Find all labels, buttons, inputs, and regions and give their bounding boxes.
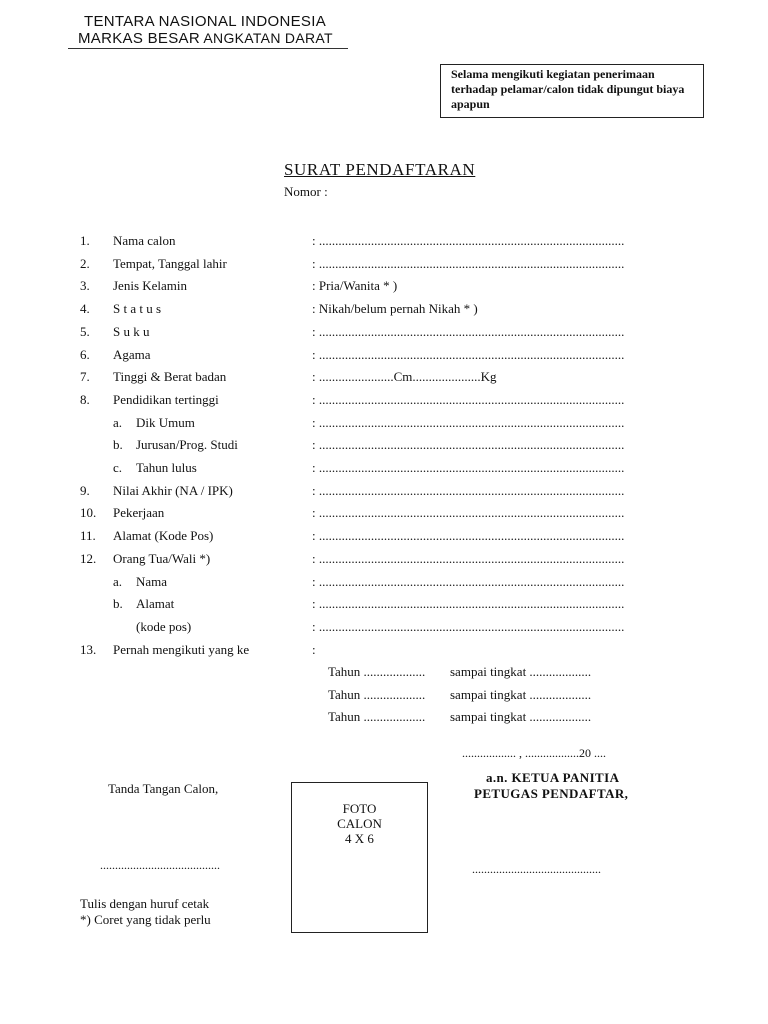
org-line2-part-b: ANGKATAN DARAT: [203, 30, 333, 46]
field-fill-line[interactable]: : ..............................................................................................: [312, 483, 625, 498]
field-fill-line[interactable]: : ..............................................................................................: [312, 392, 625, 407]
officer-title-line1: a.n. KETUA PANITIA: [486, 770, 620, 785]
field-fill-line[interactable]: : ..............................................................................................: [312, 324, 625, 339]
officer-signature-line: ...........................................: [472, 862, 601, 876]
field-number: 1.: [80, 233, 90, 248]
field-number: 7.: [80, 369, 90, 384]
org-name-line1: TENTARA NASIONAL INDONESIA: [84, 13, 327, 30]
field-fill-line[interactable]: : ..............................................................................................: [312, 347, 625, 362]
field-fill-line[interactable]: : ..............................................................................................: [312, 574, 625, 589]
header-divider: [68, 48, 348, 49]
field-number: 5.: [80, 324, 90, 339]
fee-notice-box: Selama mengikuti kegiatan penerimaan terhadap pelamar/calon tidak dipungut biaya apapun: [440, 64, 704, 118]
field-label: Dik Umum: [136, 415, 195, 430]
field-fill-line[interactable]: : ..............................................................................................: [312, 505, 625, 520]
field-sub-letter: b.: [113, 596, 123, 611]
field-sub-letter: b.: [113, 437, 123, 452]
field-number: 4.: [80, 301, 90, 316]
field-label: (kode pos): [136, 619, 192, 634]
document-number-label: Nomor :: [284, 184, 328, 199]
org-name-line2: [78, 30, 333, 47]
field-fill-line[interactable]: : ..............................................................................................: [312, 619, 625, 634]
field-label: Orang Tua/Wali *): [113, 551, 211, 566]
field-number: 6.: [80, 347, 90, 362]
photo-label-line2: CALON: [337, 816, 382, 831]
year-range-start[interactable]: Tahun ...................: [328, 687, 426, 702]
field-label: Pekerjaan: [113, 505, 165, 520]
year-range-level[interactable]: sampai tingkat ...................: [450, 709, 592, 724]
field-label: Tempat, Tanggal lahir: [113, 256, 227, 271]
field-number: 11.: [80, 528, 96, 543]
field-label: Alamat (Kode Pos): [113, 528, 214, 543]
field-label: Nama calon: [113, 233, 176, 248]
photo-placeholder-box: [291, 782, 428, 933]
field-number: 13.: [80, 642, 97, 657]
field-number: 9.: [80, 483, 90, 498]
field-fill-line[interactable]: : ..............................................................................................: [312, 437, 625, 452]
field-sub-letter: a.: [113, 415, 123, 430]
field-fill-line[interactable]: : ..............................................................................................: [312, 528, 625, 543]
officer-title-line2: PETUGAS PENDAFTAR,: [474, 786, 629, 801]
field-label: Pernah mengikuti yang ke: [113, 642, 250, 657]
field-fill-line[interactable]: : ..............................................................................................: [312, 596, 625, 611]
field-value[interactable]: :: [312, 642, 316, 657]
org-line2-part-a: MARKAS BESAR: [78, 30, 200, 47]
field-number: 2.: [80, 256, 90, 271]
field-number: 10.: [80, 505, 97, 520]
field-fill-line[interactable]: : ..............................................................................................: [312, 256, 625, 271]
field-label: S u k u: [113, 324, 150, 339]
field-label: Agama: [113, 347, 151, 362]
candidate-signature-line: ........................................: [100, 858, 220, 872]
field-value[interactable]: : .......................Cm.....................Kg: [312, 369, 497, 384]
field-label: Pendidikan tertinggi: [113, 392, 219, 407]
field-label: S t a t u s: [113, 301, 162, 316]
year-range-start[interactable]: Tahun ...................: [328, 709, 426, 724]
note-print-letters: Tulis dengan huruf cetak: [80, 896, 210, 911]
photo-label-line3: 4 X 6: [345, 831, 374, 846]
field-label: Tahun lulus: [136, 460, 197, 475]
field-label: Tinggi & Berat badan: [113, 369, 227, 384]
candidate-signature-label: Tanda Tangan Calon,: [108, 781, 219, 796]
field-fill-line[interactable]: : ..............................................................................................: [312, 233, 625, 248]
field-value[interactable]: : Pria/Wanita * ): [312, 278, 398, 293]
date-line: .................. , ..................20 ....: [462, 746, 606, 760]
photo-label-line1: FOTO: [342, 801, 377, 816]
year-range-start[interactable]: Tahun ...................: [328, 664, 426, 679]
field-fill-line[interactable]: : ..............................................................................................: [312, 415, 625, 430]
year-range-level[interactable]: sampai tingkat ...................: [450, 664, 592, 679]
field-number: 3.: [80, 278, 90, 293]
document-title: SURAT PENDAFTARAN: [284, 160, 476, 179]
field-label: Alamat: [136, 596, 175, 611]
year-range-level[interactable]: sampai tingkat ...................: [450, 687, 592, 702]
field-label: Jenis Kelamin: [113, 278, 188, 293]
field-label: Nilai Akhir (NA / IPK): [113, 483, 233, 498]
field-sub-letter: c.: [113, 460, 123, 475]
note-strike-unneeded: *) Coret yang tidak perlu: [80, 912, 211, 927]
field-value[interactable]: : Nikah/belum pernah Nikah * ): [312, 301, 478, 316]
field-number: 12.: [80, 551, 97, 566]
field-fill-line[interactable]: : ..............................................................................................: [312, 551, 625, 566]
field-sub-letter: a.: [113, 574, 123, 589]
field-label: Nama: [136, 574, 168, 589]
field-label: Jurusan/Prog. Studi: [136, 437, 238, 452]
field-number: 8.: [80, 392, 90, 407]
field-fill-line[interactable]: : ..............................................................................................: [312, 460, 625, 475]
